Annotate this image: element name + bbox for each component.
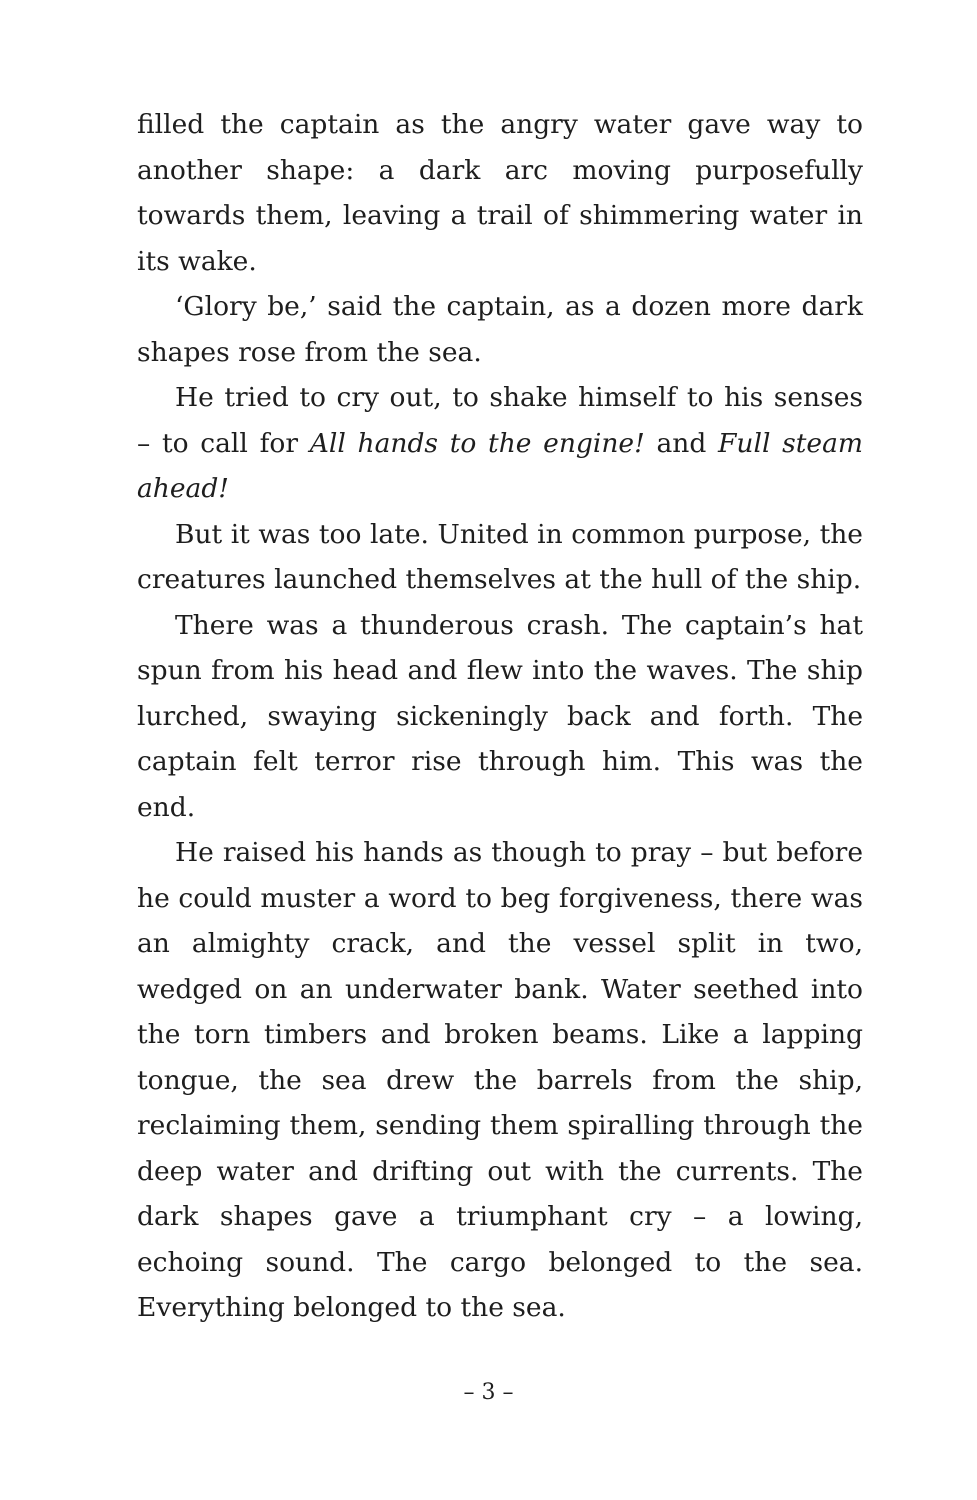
paragraph-5: There was a thunderous crash. The captain’s hat spun from his head and flew into the waves. The ship lurched, swaying sickeningly back and forth. The captain felt terror rise through him. This was the end. xyxy=(137,609,863,823)
paragraph-3-italic-1: All hands to the engine! xyxy=(309,427,645,459)
body-text xyxy=(137,102,863,1331)
paragraph-3 xyxy=(137,375,863,512)
paragraph-4: But it was too late. United in common purpose, the creatures launched themselves at the hull of the ship. xyxy=(137,518,863,595)
paragraph-3-text-2: and xyxy=(644,427,719,459)
paragraph-3-text-1: He tried to cry out, to shake himself to his senses – to call for xyxy=(137,382,863,459)
paragraph-3-italic-2: Full steam ahead! xyxy=(137,427,864,504)
paragraph-6: He raised his hands as though to pray – but before he could muster a word to beg forgiveness, there was an almighty crack, and the vessel split in two, wedged on an underwater bank. Water seethed into the torn timbers and broken beams. Like a lapping tongue, the sea drew the barrels from the ship, reclaiming them, sending them spiralling through the deep water and drifting out with the currents. The dark shapes gave a triumphant cry – a lowing, echoing sound. The cargo belonged to the sea. Everything belonged to the sea. xyxy=(137,837,863,1323)
page-number: – 3 – xyxy=(463,1380,514,1405)
paragraph-1: filled the captain as the angry water gave way to another shape: a dark arc moving purposefully towards them, leaving a trail of shimmering water in its wake. xyxy=(137,109,863,277)
paragraph-2: ‘Glory be,’ said the captain, as a dozen more dark shapes rose from the sea. xyxy=(137,291,863,368)
